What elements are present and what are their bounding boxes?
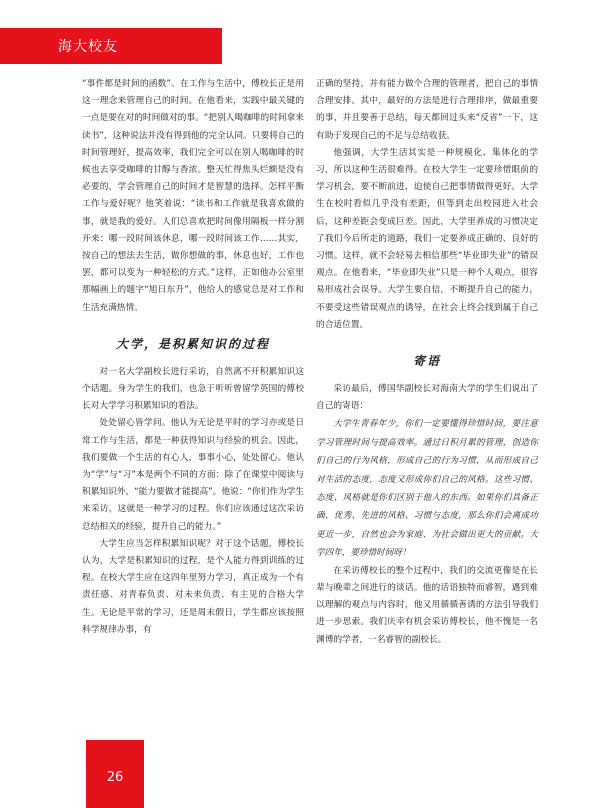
right-paragraph-1: 正确的坚持，并有能力做个合理的管理者，把自己的事情合理安排。其中，最好的方法是进行合理排序，做最重要的事，并且要善于总结，每天都回过头来“反省”一下，这有助于发现自己的不足与总结收获。: [316, 79, 538, 141]
right-paragraph-2: 他强调，大学生活其实是一种规模化、集体化的学习，所以这种生活很难得。在校大学生一定要珍惜眼前的学习机会，要不断前进，迫使自己把事情做得更好。大学生在校时看似几乎没有差距，但等到走出校园进入社会后，这种差距会变成巨差。因此，大学里养成的习惯决定了我们今后所走的道路，我们一定要养成正确的、良好的习惯。这样，就不会轻易去相信那些“毕业即失业”的错误观点。在他看来，“毕业即失业”只是一种个人观点，很容易形成社会误导。大学生要自信，不断提升自己的能力，不要受这些错误观点的诱导，在社会上终会找到属于自己的合适位置。: [316, 147, 538, 330]
left-paragraph-2: 对一名大学副校长进行采访，自然离不开积累知识这个话题。身为学生的我们，也急于听听曾留学英国的傅校长对大学学习积累知识的看法。: [82, 366, 304, 412]
section-heading-message: 寄语: [412, 354, 441, 369]
magazine-title: 海大校友: [58, 39, 118, 55]
right-paragraph-4: 在采访傅校长的整个过程中，我们的交流更像是在长辈与晚辈之间进行的谈话。他的话语独特而睿智，遇到难以理解的观点与内容时，他又用循循善诱的方法引导我们进一步思索。我们庆幸有机会采访傅校长，他不愧是一名渊博的学者，一名睿智的副校长。: [316, 565, 538, 645]
right-paragraph-3: 采访最后，傅国华副校长对海南大学的学生们说出了自己的寄语：: [316, 384, 538, 412]
left-paragraph-3: 处处留心皆学问。他认为无论是平时的学习亦或是日常工作与生活，都是一种获得知识与经验的机会。因此，我们要做一个生活的有心人，事事小心，处处留心。他认为“学”与“习”本是两个不同的方面：除了在课堂中阅读与积累知识外，“能力要做才能提高”。他说：“你们作为学生来采访，这就是一种学习的过程。你们应该通过这次采访总结相关的经验，提升自己的能力。”: [82, 418, 305, 532]
page-number: 26: [106, 770, 124, 785]
left-column: [82, 76, 304, 639]
message-quote: 大学生青春年少，你们一定要懂得珍惜时间，要注意学习管理时间与提高效率。通过日积月累的管理，创造你们自己的行为风格，形成自己的行为习惯，从而形成自己对生活的态度，态度又形成你们自己的风格。这些习惯、态度、风格就是你们区别于他人的东西。如果你们具备正确、优秀、先进的风格、习惯与态度，那么你们会离成功更近一步，自然也会为家庭、为社会做出更大的贡献。大学四年，要珍惜时间呀！: [316, 419, 538, 559]
left-paragraph-1: “事件都是时间的函数”。在工作与生活中，傅校长正是用这一理念来管理自己的时间。在他看来，实践中最关键的一点是要在对的时间做对的事。“把别人喝咖啡的时间拿来读书”，这种说法并没有得到他的完全认同。只要将自己的时间管理好，提高效率，我们完全可以在别人喝咖啡的时候也去享受咖啡的甘醇与香浓。整天忙得焦头烂额是没有必要的，学会管理自己的时间才是智慧的选择。怎样平衡工作与爱好呢？他笑着说：“读书和工作就是我喜欢做的事，就是我的爱好。人们总喜欢把时间像用隔板一样分割开来：哪一段时间该休息，哪一段时间该工作……其实，按自己的想法去生活，做你想做的事，休息也好，工作也罢，都可以变为一种轻松的方式。”这样，正如他办公室里那幅画上的题字“旭日东升”，他给人的感觉总是对工作和生活充满热情。: [82, 79, 304, 313]
right-column: [316, 76, 538, 649]
section-heading-knowledge: 大学，是积累知识的过程: [115, 336, 270, 351]
left-paragraph-4: 大学生应当怎样积累知识呢？对于这个话题，傅校长认为，大学是积累知识的过程，是个人能力得到训练的过程。在校大学生应在这四年里努力学习，真正成为一个有责任感、对青春负责、对未来负责、有主见的合格大学生。无论是平常的学习，还是周末假日，学生都应该按照科学规律办事，有: [82, 538, 304, 635]
